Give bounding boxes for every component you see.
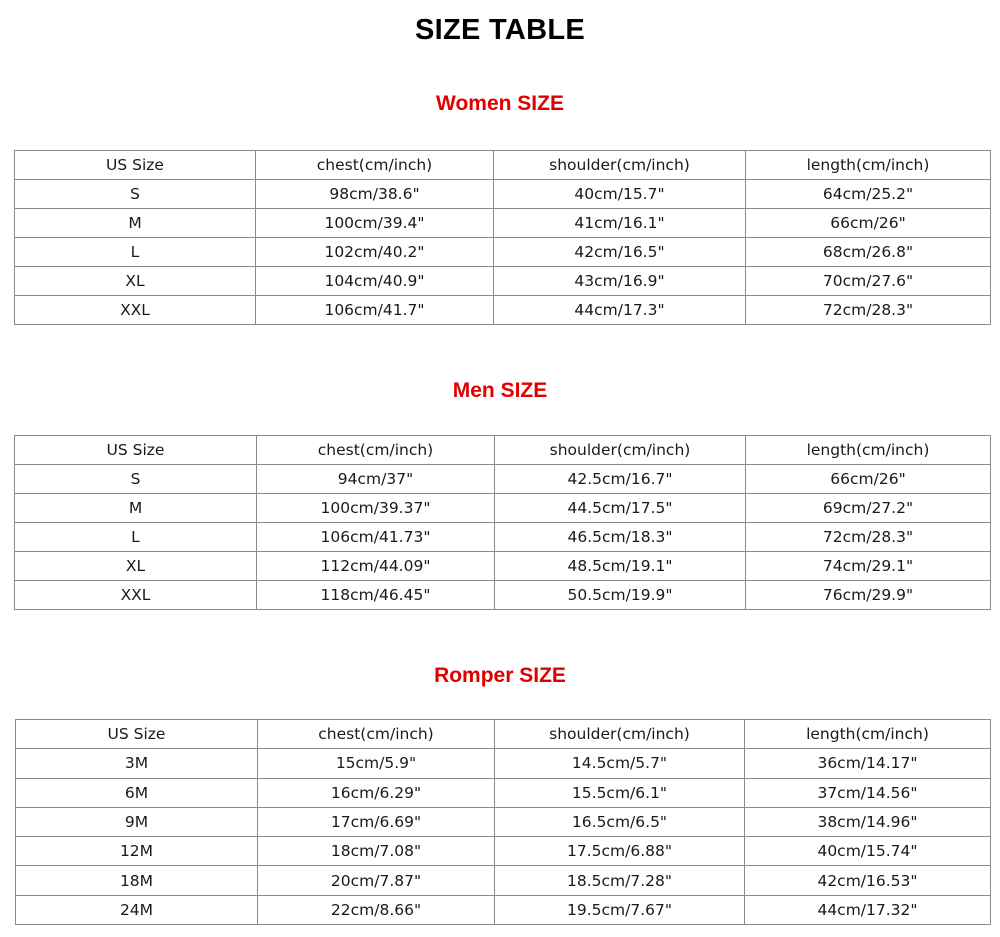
table-header-row [15, 436, 991, 465]
column-header: length(cm/inch) [746, 151, 991, 180]
table-cell: 44cm/17.32" [745, 895, 991, 924]
table-row [16, 778, 991, 807]
table-cell: 72cm/28.3" [746, 523, 991, 552]
table-row [15, 296, 991, 325]
table-cell: 66cm/26" [746, 465, 991, 494]
column-header: US Size [15, 436, 257, 465]
table-cell: S [15, 465, 257, 494]
table-cell: 64cm/25.2" [746, 180, 991, 209]
table-cell: 118cm/46.45" [257, 581, 495, 610]
table-header-row [15, 151, 991, 180]
table-row [15, 581, 991, 610]
table-cell: 18cm/7.08" [258, 837, 495, 866]
table-cell: 106cm/41.7" [256, 296, 494, 325]
table-header-row [16, 720, 991, 749]
table-cell: 15cm/5.9" [258, 749, 495, 778]
table-cell: 106cm/41.73" [257, 523, 495, 552]
column-header: chest(cm/inch) [257, 436, 495, 465]
table-cell: 36cm/14.17" [745, 749, 991, 778]
table-row [15, 238, 991, 267]
table-row [16, 895, 991, 924]
table-row [15, 209, 991, 238]
women-size-heading: Women SIZE [436, 92, 564, 115]
table-cell: 48.5cm/19.1" [495, 552, 746, 581]
table-row [15, 494, 991, 523]
table-cell: 24M [16, 895, 258, 924]
column-header: shoulder(cm/inch) [495, 720, 745, 749]
table-cell: 9M [16, 807, 258, 836]
table-row [16, 749, 991, 778]
column-header: length(cm/inch) [746, 436, 991, 465]
table-row [16, 837, 991, 866]
men-size-table [14, 435, 991, 610]
table-cell: 38cm/14.96" [745, 807, 991, 836]
table-cell: M [15, 494, 257, 523]
table-cell: L [15, 238, 256, 267]
table-cell: 41cm/16.1" [494, 209, 746, 238]
table-cell: 3M [16, 749, 258, 778]
table-cell: XXL [15, 581, 257, 610]
table-cell: 40cm/15.74" [745, 837, 991, 866]
column-header: shoulder(cm/inch) [495, 436, 746, 465]
table-cell: 112cm/44.09" [257, 552, 495, 581]
table-cell: 37cm/14.56" [745, 778, 991, 807]
table-cell: 44cm/17.3" [494, 296, 746, 325]
table-row [15, 180, 991, 209]
table-cell: 14.5cm/5.7" [495, 749, 745, 778]
table-cell: XL [15, 552, 257, 581]
table-cell: 66cm/26" [746, 209, 991, 238]
table-row [15, 552, 991, 581]
table-cell: 68cm/26.8" [746, 238, 991, 267]
table-cell: XXL [15, 296, 256, 325]
table-cell: 42cm/16.5" [494, 238, 746, 267]
table-cell: 104cm/40.9" [256, 267, 494, 296]
table-cell: 15.5cm/6.1" [495, 778, 745, 807]
table-cell: 70cm/27.6" [746, 267, 991, 296]
table-cell: 42cm/16.53" [745, 866, 991, 895]
table-cell: 50.5cm/19.9" [495, 581, 746, 610]
table-cell: 16cm/6.29" [258, 778, 495, 807]
table-cell: 40cm/15.7" [494, 180, 746, 209]
table-cell: 100cm/39.4" [256, 209, 494, 238]
table-cell: 74cm/29.1" [746, 552, 991, 581]
column-header: US Size [16, 720, 258, 749]
table-cell: 12M [16, 837, 258, 866]
table-cell: 17cm/6.69" [258, 807, 495, 836]
table-cell: 46.5cm/18.3" [495, 523, 746, 552]
table-row [15, 465, 991, 494]
table-cell: 100cm/39.37" [257, 494, 495, 523]
table-cell: 72cm/28.3" [746, 296, 991, 325]
women-size-table [14, 150, 991, 325]
table-cell: 18M [16, 866, 258, 895]
table-cell: 76cm/29.9" [746, 581, 991, 610]
page-title: SIZE TABLE [414, 14, 586, 46]
table-cell: 6M [16, 778, 258, 807]
table-cell: 17.5cm/6.88" [495, 837, 745, 866]
table-cell: 18.5cm/7.28" [495, 866, 745, 895]
table-cell: 94cm/37" [257, 465, 495, 494]
table-cell: 98cm/38.6" [256, 180, 494, 209]
table-cell: 42.5cm/16.7" [495, 465, 746, 494]
table-row [16, 866, 991, 895]
column-header: US Size [15, 151, 256, 180]
column-header: chest(cm/inch) [258, 720, 495, 749]
table-cell: 102cm/40.2" [256, 238, 494, 267]
table-cell: 19.5cm/7.67" [495, 895, 745, 924]
table-cell: 43cm/16.9" [494, 267, 746, 296]
table-row [15, 267, 991, 296]
table-row [15, 523, 991, 552]
table-row [16, 807, 991, 836]
table-cell: 69cm/27.2" [746, 494, 991, 523]
table-cell: M [15, 209, 256, 238]
table-cell: 16.5cm/6.5" [495, 807, 745, 836]
column-header: shoulder(cm/inch) [494, 151, 746, 180]
romper-size-table [15, 719, 991, 925]
table-cell: XL [15, 267, 256, 296]
column-header: chest(cm/inch) [256, 151, 494, 180]
table-cell: 44.5cm/17.5" [495, 494, 746, 523]
table-cell: 22cm/8.66" [258, 895, 495, 924]
table-cell: S [15, 180, 256, 209]
table-cell: 20cm/7.87" [258, 866, 495, 895]
romper-size-heading: Romper SIZE [434, 664, 566, 687]
column-header: length(cm/inch) [745, 720, 991, 749]
men-size-heading: Men SIZE [452, 379, 548, 402]
table-cell: L [15, 523, 257, 552]
